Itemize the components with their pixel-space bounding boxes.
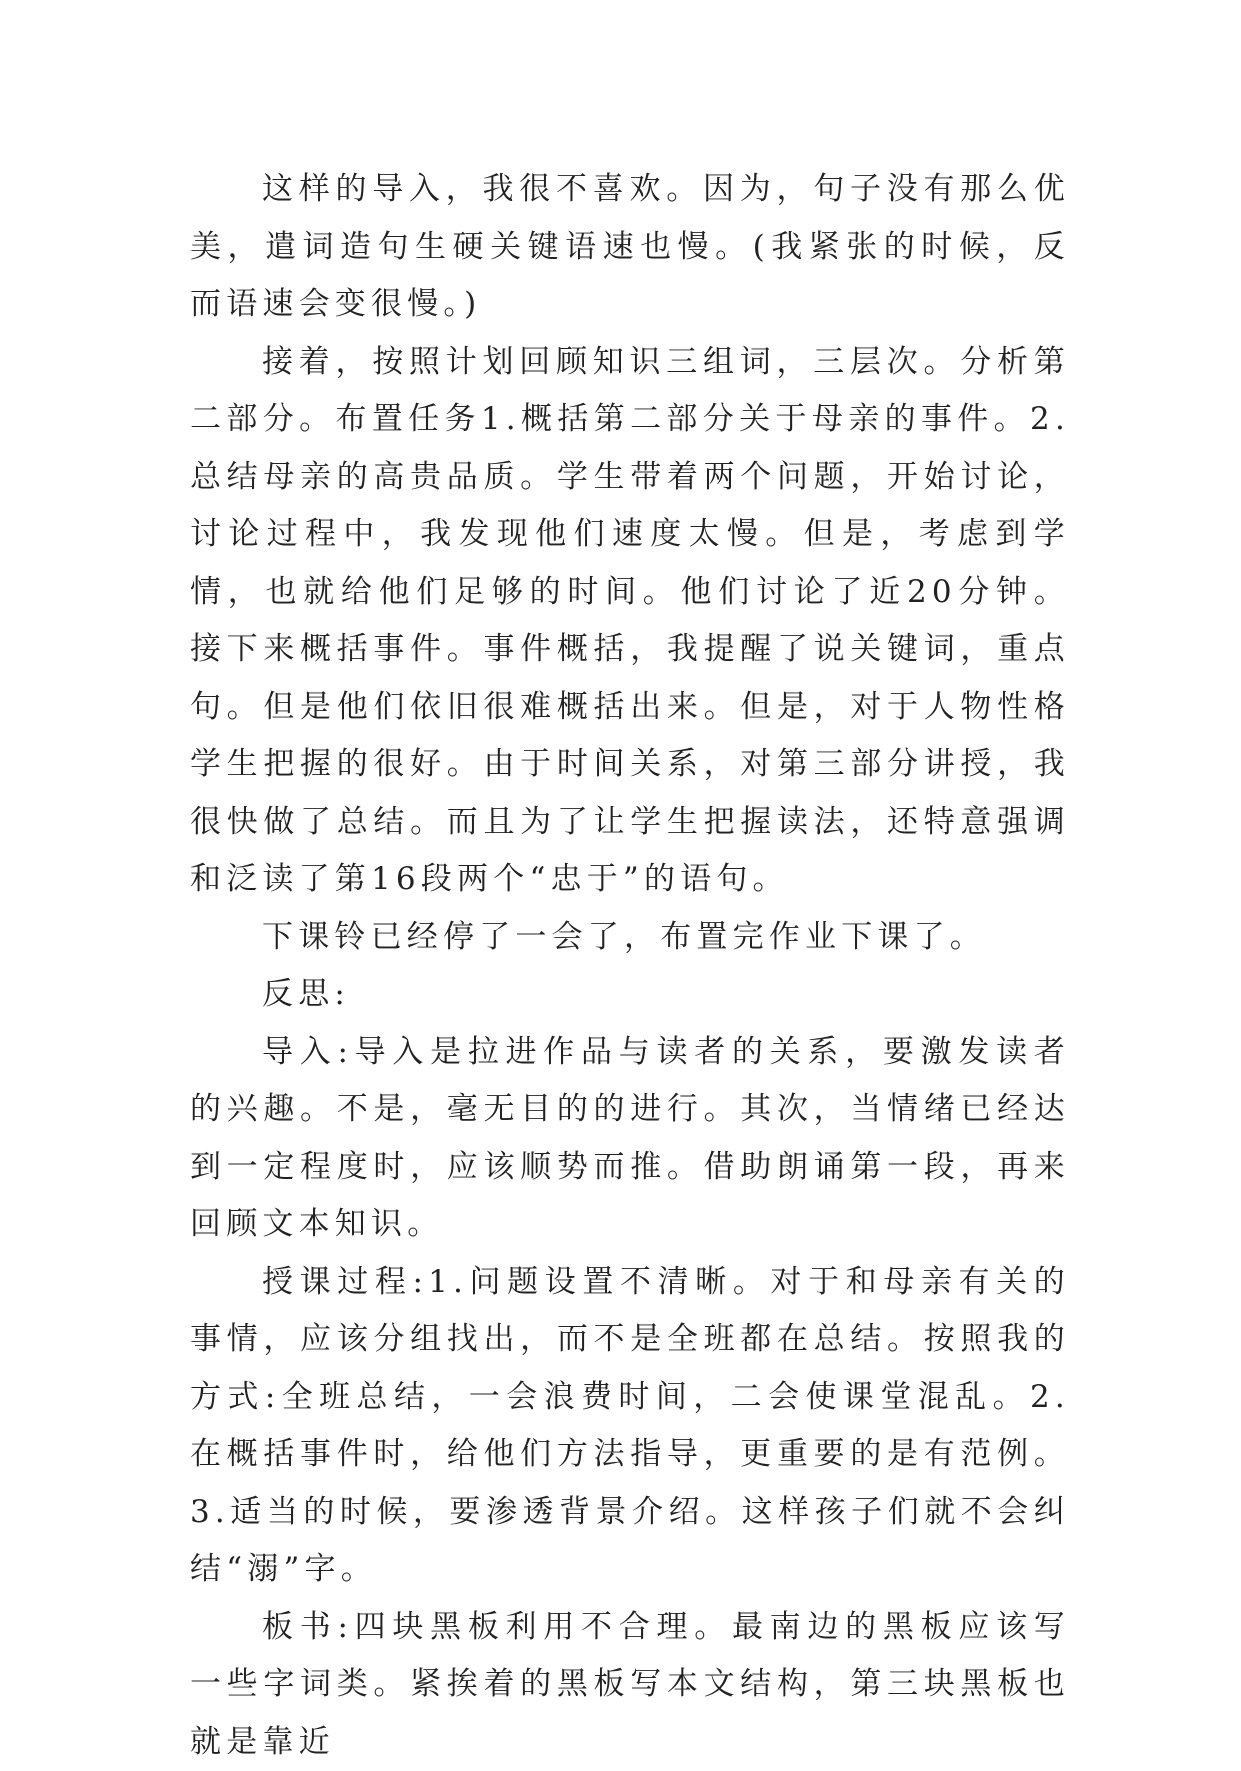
document-body (190, 161, 1070, 1771)
paragraph-reflection-teaching: 授课过程:1.问题设置不清晰。对于和母亲有关的事情，应该分组找出，而不是全班都在总结。按照我的方式:全班总结，一会浪费时间，二会使课堂混乱。2.在概括事件时，给他们方法指导，更重要的是有范例。3.适当的时候，要渗透背景介绍。这样孩子们就不会纠结“溺”字。 (190, 1254, 1070, 1599)
paragraph-reflection-blackboard: 板书:四块黑板利用不合理。最南边的黑板应该写一些字词类。紧挨着的黑板写本文结构，第三块黑板也就是靠近 (190, 1599, 1070, 1771)
paragraph-reflection-heading: 反思: (190, 966, 1070, 1024)
paragraph-lesson-process: 接着，按照计划回顾知识三组词，三层次。分析第二部分。布置任务1.概括第二部分关于母亲的事件。2.总结母亲的高贵品质。学生带着两个问题，开始讨论，讨论过程中，我发现他们速度太慢。但是，考虑到学情，也就给他们足够的时间。他们讨论了近20分钟。接下来概括事件。事件概括，我提醒了说关键词，重点句。但是他们依旧很难概括出来。但是，对于人物性格学生把握的很好。由于时间关系，对第三部分讲授，我很快做了总结。而且为了让学生把握读法，还特意强调和泛读了第16段两个“忠于”的语句。 (190, 334, 1070, 909)
paragraph-intro-comment: 这样的导入，我很不喜欢。因为，句子没有那么优美，遣词造句生硬关键语速也慢。(我紧张的时候，反而语速会变很慢。) (190, 161, 1070, 334)
paragraph-class-end: 下课铃已经停了一会了，布置完作业下课了。 (190, 909, 1070, 967)
paragraph-reflection-intro: 导入:导入是拉进作品与读者的关系，要激发读者的兴趣。不是，毫无目的的进行。其次，当情绪已经达到一定程度时，应该顺势而推。借助朗诵第一段，再来回顾文本知识。 (190, 1024, 1070, 1254)
